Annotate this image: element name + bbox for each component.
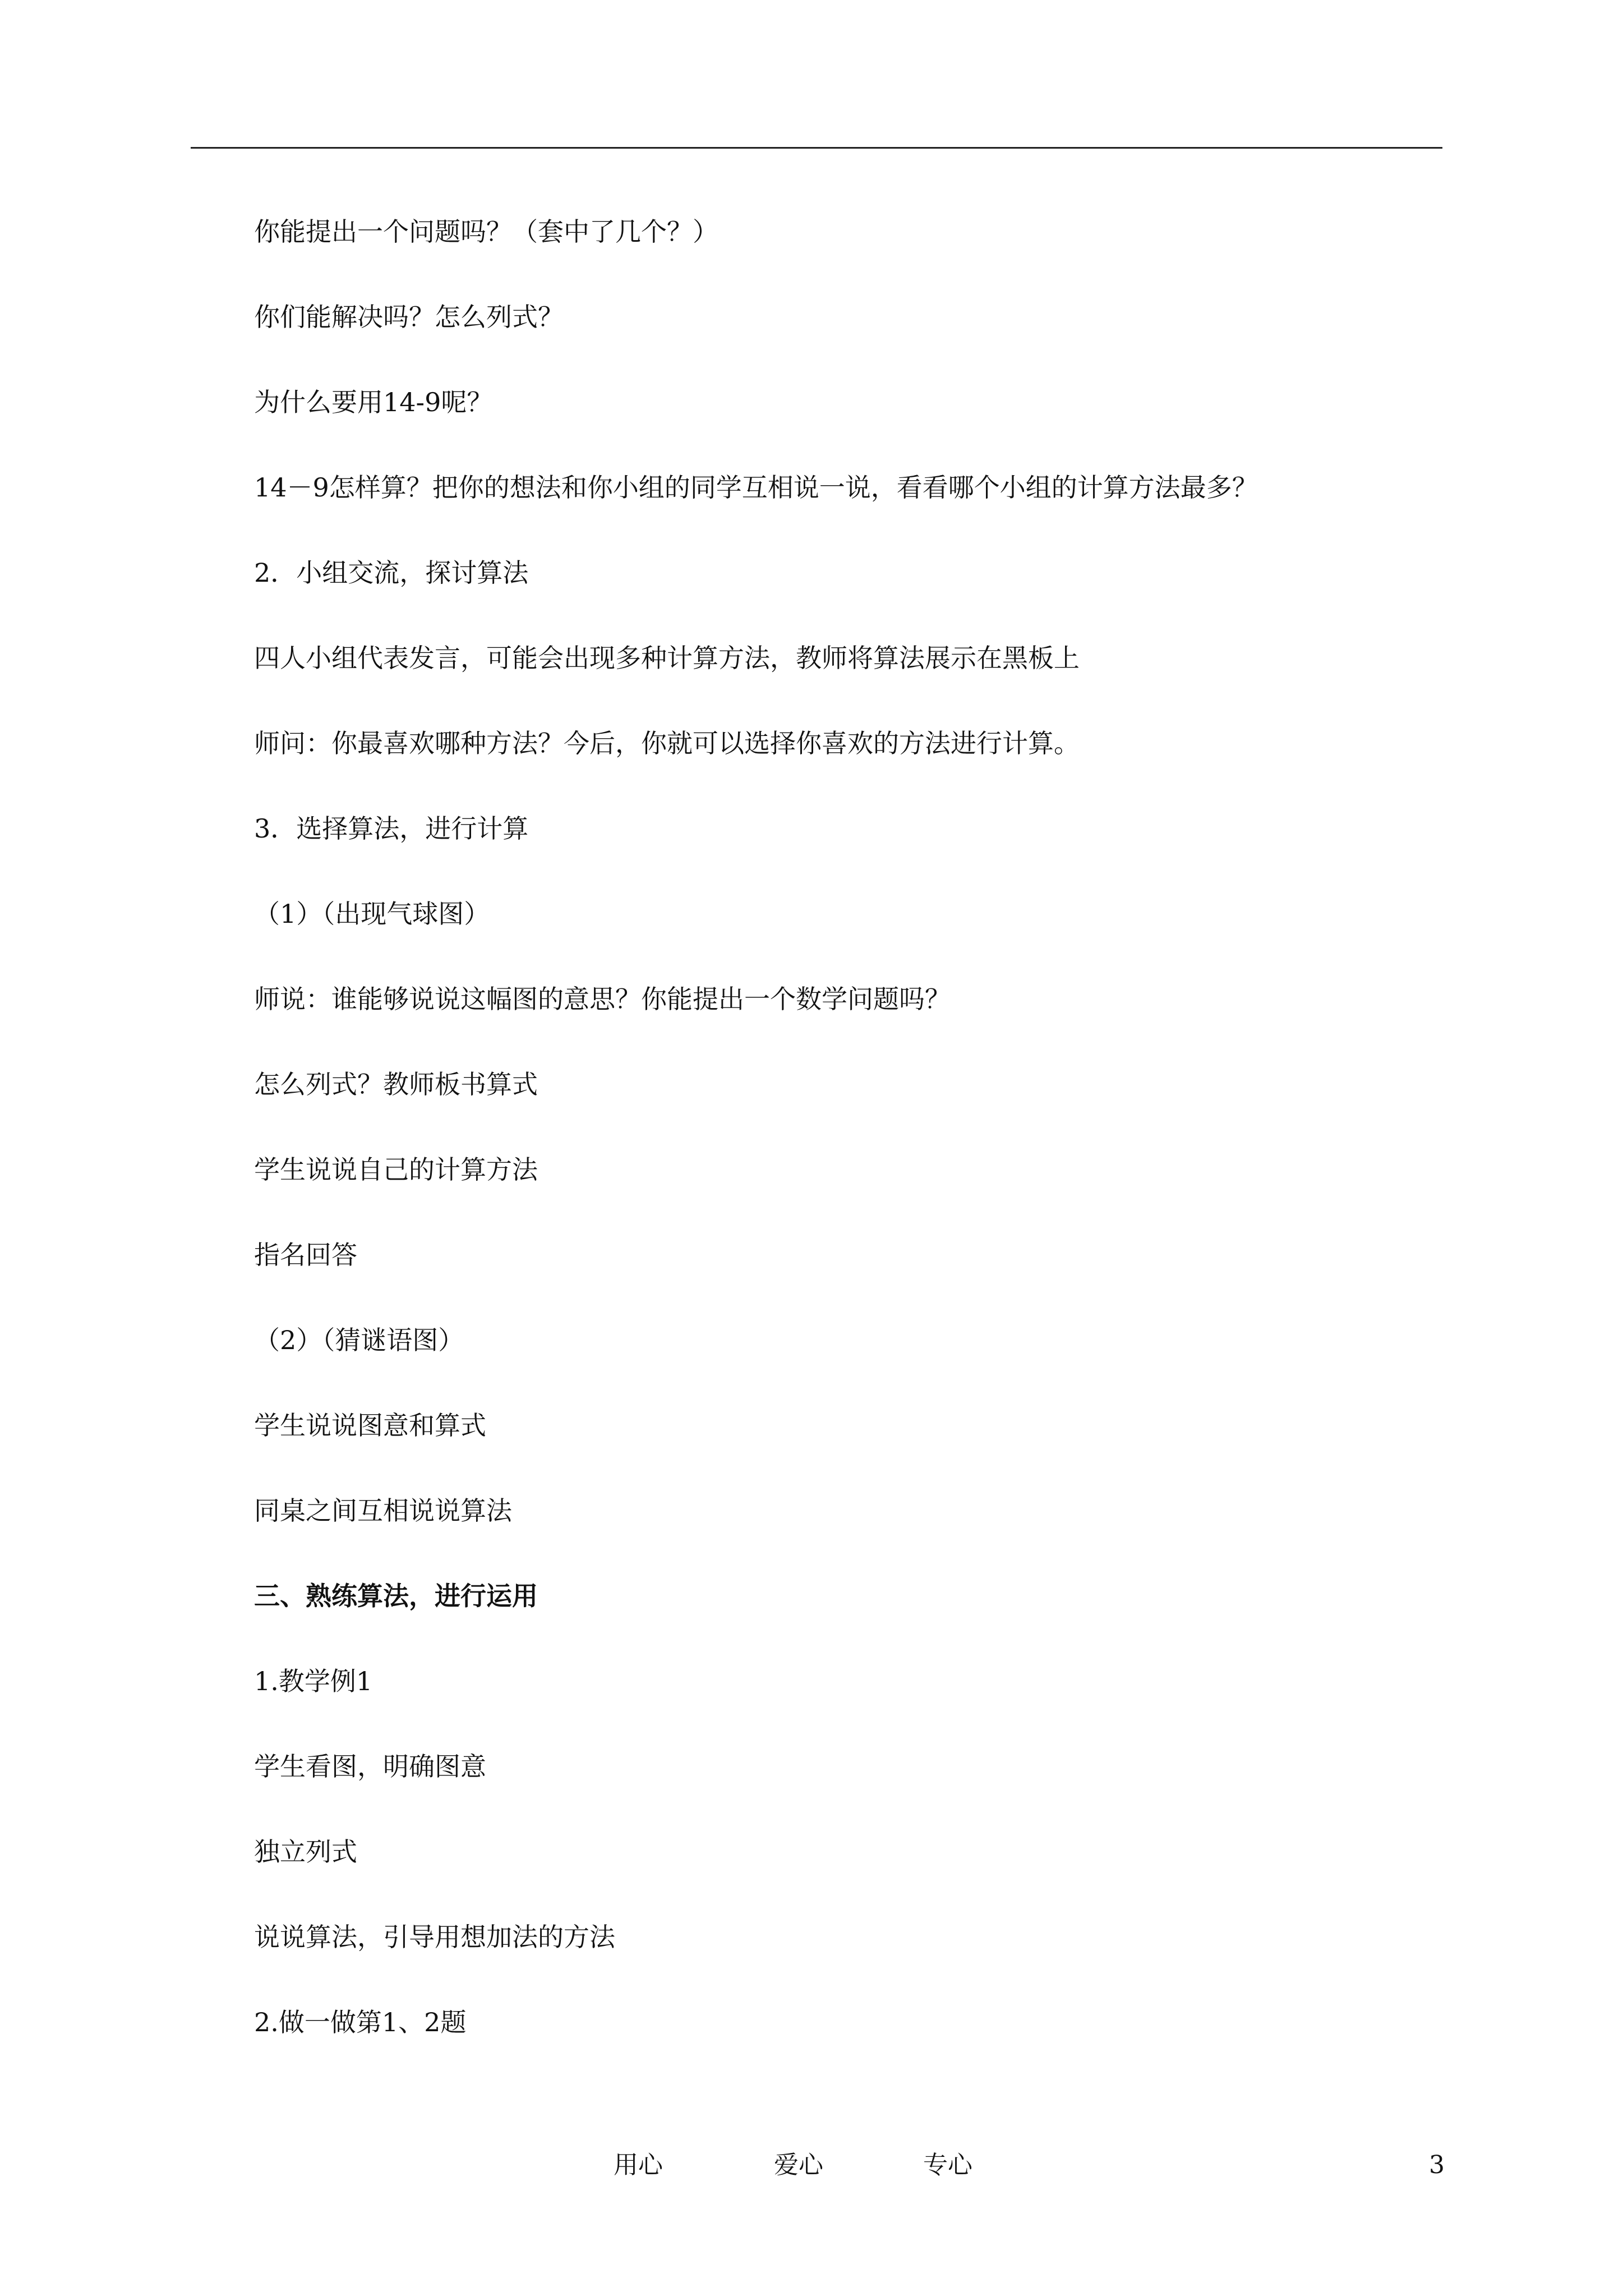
text-line-5: 2．小组交流，探讨算法 (254, 558, 529, 588)
text-line-12: 学生说说自己的计算方法 (254, 1154, 538, 1185)
text-line-3: 为什么要用14-9呢？ (254, 387, 493, 417)
text-line-10: 师说：谁能够说说这幅图的意思？你能提出一个数学问题吗？ (254, 984, 951, 1014)
text-line-4: 14－9怎样算？把你的想法和你小组的同学互相说一说，看看哪个小组的计算方法最多？ (254, 472, 1258, 503)
text-line-14: （2）（猜谜语图） (254, 1325, 464, 1355)
footer-motto-2: 爱心 (774, 2151, 823, 2179)
text-line-7: 师问：你最喜欢哪种方法？今后，你就可以选择你喜欢的方法进行计算。 (254, 728, 1080, 758)
header-rule (191, 147, 1442, 149)
text-line-11: 怎么列式？教师板书算式 (254, 1069, 538, 1099)
text-line-22: 2.做一做第1、2题 (254, 2007, 467, 2037)
text-line-18: 1.教学例1 (254, 1666, 373, 1696)
footer-motto-3: 专心 (923, 2151, 972, 2179)
section-heading: 三、熟练算法，进行运用 (254, 1581, 538, 1611)
text-line-6: 四人小组代表发言，可能会出现多种计算方法，教师将算法展示在黑板上 (254, 643, 1080, 673)
text-line-2: 你们能解决吗？怎么列式？ (254, 302, 564, 332)
text-line-8: 3．选择算法，进行计算 (254, 813, 529, 844)
footer-motto-1: 用心 (614, 2151, 663, 2179)
text-line-19: 学生看图，明确图意 (254, 1751, 486, 1782)
text-line-21: 说说算法，引导用想加法的方法 (254, 1922, 615, 1952)
text-line-13: 指名回答 (254, 1240, 357, 1270)
text-line-9: （1）（出现气球图） (254, 899, 490, 929)
text-line-15: 学生说说图意和算式 (254, 1410, 486, 1441)
text-line-20: 独立列式 (254, 1837, 357, 1867)
text-line-1: 你能提出一个问题吗？（套中了几个？） (254, 217, 718, 247)
text-line-16: 同桌之间互相说说算法 (254, 1496, 512, 1526)
page-number: 3 (1429, 2151, 1445, 2179)
